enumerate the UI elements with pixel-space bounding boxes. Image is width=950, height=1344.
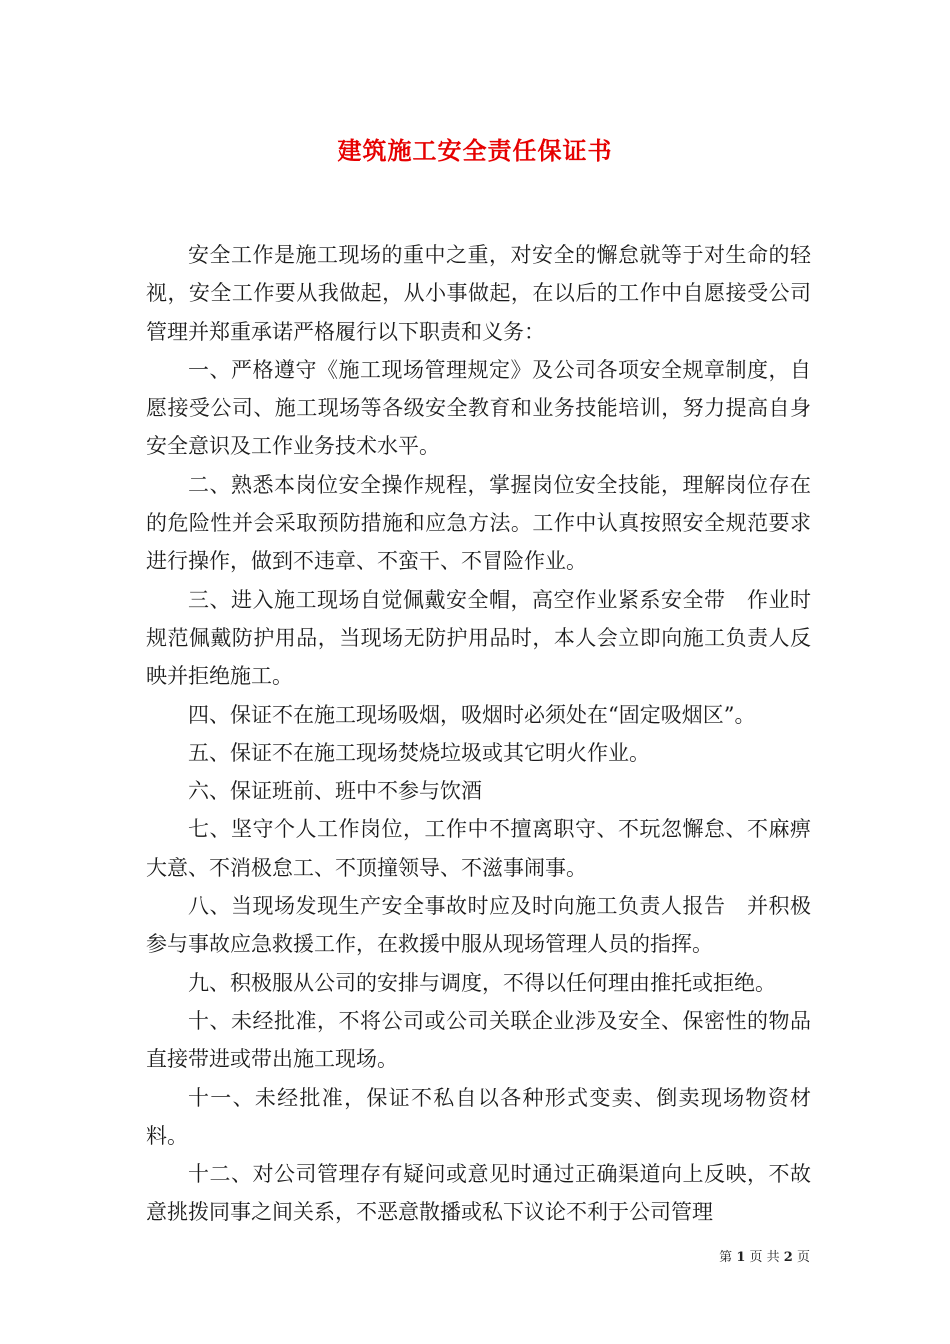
document-title: 建筑施工安全责任保证书 — [337, 136, 613, 165]
page-footer — [719, 1250, 810, 1266]
footer-prefix: 第 — [719, 1250, 733, 1265]
paragraph-item-1: 一、严格遵守《施工现场管理规定》及公司各项安全规章制度，自愿接受公司、施工现场等各级安全教育和业务技能培训，努力提高自身安全意识及工作业务技术水平。 — [146, 357, 811, 459]
paragraph-item-4: 四、保证不在施工现场吸烟，吸烟时必须处在“固定吸烟区”。 — [188, 702, 756, 727]
footer-total-pages: 2 — [783, 1250, 793, 1265]
paragraph-item-12: 十二、对公司管理存有疑问或意见时通过正确渠道向上反映，不故意挑拨同事之间关系，不恶意散播或私下议论不利于公司管理 — [146, 1162, 811, 1225]
paragraph-intro: 安全工作是施工现场的重中之重，对安全的懈怠就等于对生命的轻视，安全工作要从我做起，从小事做起，在以后的工作中自愿接受公司管理并郑重承诺严格履行以下职责和义务： — [146, 243, 811, 344]
footer-middle: 页 共 — [749, 1250, 780, 1265]
paragraph-item-8: 八、当现场发现生产安全事故时应及时向施工负责人报告 并积极参与事故应急救援工作，在救援中服从现场管理人员的指挥。 — [146, 894, 811, 957]
paragraph-item-5: 五、保证不在施工现场焚烧垃圾或其它明火作业。 — [188, 740, 650, 765]
paragraph-item-2: 二、熟悉本岗位安全操作规程，掌握岗位安全技能，理解岗位存在的危险性并会采取预防措施和应急方法。工作中认真按照安全规范要求进行操作，做到不违章、不蛮干、不冒险作业。 — [146, 472, 811, 574]
paragraph-item-10: 十、未经批准，不将公司或公司关联企业涉及安全、保密性的物品直接带进或带出施工现场。 — [146, 1008, 811, 1072]
paragraph-item-7: 七、坚守个人工作岗位，工作中不擅离职守、不玩忽懈怠、不麻痹大意、不消极怠工、不顶撞领导、不滋事闹事。 — [146, 817, 811, 880]
paragraph-item-9: 九、积极服从公司的安排与调度，不得以任何理由推托或拒绝。 — [188, 970, 776, 995]
document-body — [146, 236, 811, 1232]
paragraph-item-3: 三、进入施工现场自觉佩戴安全帽，高空作业紧系安全带 作业时规范佩戴防护用品，当现场无防护用品时，本人会立即向施工负责人反映并拒绝施工。 — [146, 587, 811, 689]
footer-current-page: 1 — [736, 1250, 746, 1265]
paragraph-item-6: 六、保证班前、班中不参与饮酒 — [188, 779, 482, 804]
paragraph-item-11: 十一、未经批准，保证不私自以各种形式变卖、倒卖现场物资材料。 — [146, 1085, 811, 1148]
footer-suffix: 页 — [796, 1250, 810, 1265]
